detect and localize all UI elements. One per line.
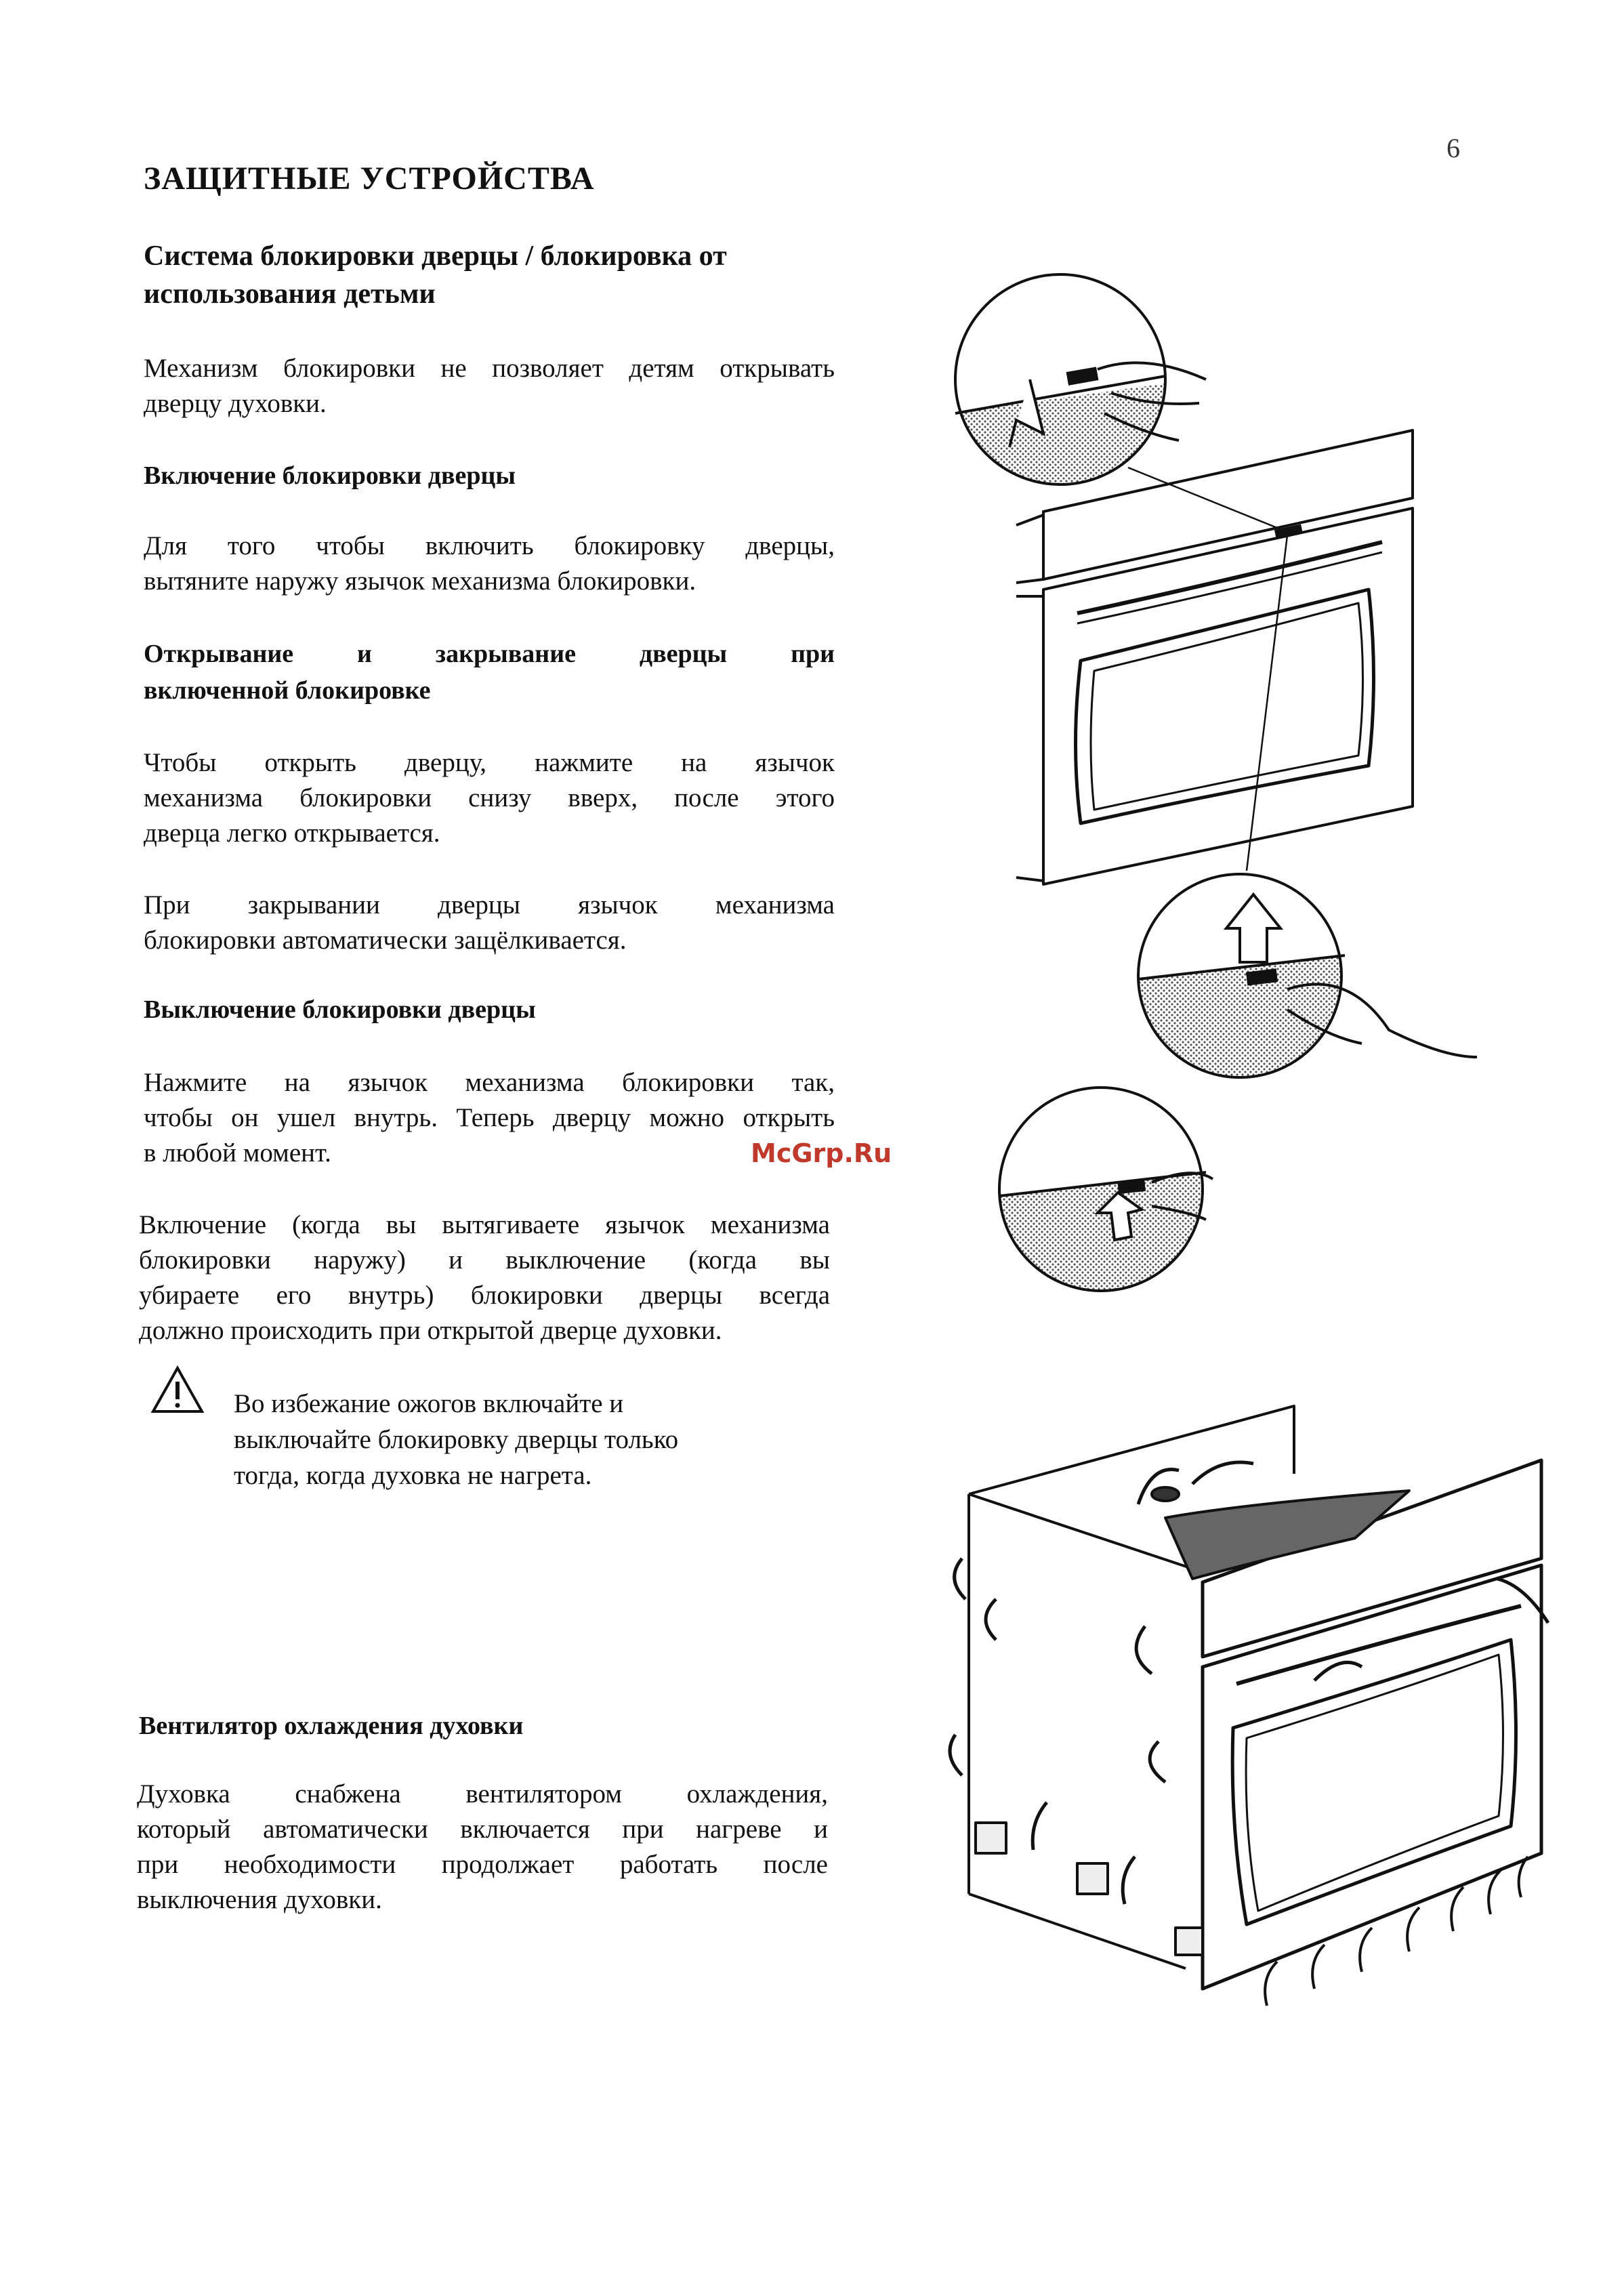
text-line: Духовка снабжена вентилятором охлаждения,	[137, 1779, 828, 1809]
heading-line: Система блокировки дверцы / блокировка от	[144, 241, 727, 272]
warning-text	[234, 1386, 816, 1493]
close-paragraph	[144, 888, 835, 958]
text-line: дверцу духовки.	[144, 389, 327, 418]
text-line: выключайте блокировку дверцы только	[234, 1425, 679, 1454]
text-line: При закрывании дверцы язычок механизма	[144, 890, 835, 920]
text-line: который автоматически включается при нагреве и	[137, 1815, 828, 1844]
section-heading-door-lock	[144, 237, 835, 313]
watermark: McGrp.Ru	[751, 1138, 892, 1168]
heading-line: использования детьми	[144, 278, 436, 310]
cooling-fan-illustration	[935, 1396, 1558, 2019]
page-number: 6	[1446, 133, 1460, 163]
text-line: должно происходить при открытой дверце духовки.	[139, 1316, 722, 1345]
subheading-open-close	[144, 636, 835, 709]
fan-paragraph	[137, 1777, 828, 1918]
text-line: в любой момент.	[144, 1138, 331, 1168]
open-paragraph	[144, 745, 835, 851]
text-line: чтобы он ушел внутрь. Теперь дверцу можно открыть	[144, 1103, 835, 1132]
intro-paragraph	[144, 351, 835, 421]
heading-line: включенной блокировке	[144, 676, 431, 705]
text-line: Нажмите на язычок механизма блокировки так,	[144, 1068, 835, 1097]
text-line: тогда, когда духовка не нагрета.	[234, 1461, 592, 1490]
text-line: блокировки автоматически защёлкивается.	[144, 926, 627, 955]
subheading-disable-lock: Выключение блокировки дверцы	[144, 995, 536, 1024]
heading-line: Открывание и закрывание дверцы при	[144, 640, 835, 668]
text-line: механизма блокировки снизу вверх, после этого	[144, 783, 835, 812]
subheading-cooling-fan: Вентилятор охлаждения духовки	[139, 1712, 524, 1740]
text-line: Для того чтобы включить блокировку дверцы,	[144, 531, 835, 560]
text-line: убираете его внутрь) блокировки дверцы всегда	[139, 1281, 830, 1310]
text-line: Механизм блокировки не позволяет детям открывать	[144, 354, 835, 383]
door-lock-illustration	[942, 271, 1552, 1342]
enable-paragraph	[144, 529, 835, 599]
text-line: Включение (когда вы вытягиваете язычок механизма	[139, 1210, 830, 1239]
text-line: дверца легко открывается.	[144, 819, 440, 848]
text-line: вытяните наружу язычок механизма блокировки.	[144, 566, 696, 596]
text-line: блокировки наружу) и выключение (когда вы	[139, 1245, 830, 1275]
disable-paragraph	[144, 1065, 835, 1171]
warning-icon	[150, 1365, 205, 1414]
text-line: выключения духовки.	[137, 1885, 382, 1914]
page-title: ЗАЩИТНЫЕ УСТРОЙСТВА	[144, 161, 595, 197]
text-line: при необходимости продолжает работать после	[137, 1850, 828, 1879]
note-paragraph	[139, 1207, 830, 1348]
text-line: Чтобы открыть дверцу, нажмите на язычок	[144, 748, 835, 777]
text-line: Во избежание ожогов включайте и	[234, 1389, 624, 1418]
subheading-enable-lock: Включение блокировки дверцы	[144, 461, 516, 490]
